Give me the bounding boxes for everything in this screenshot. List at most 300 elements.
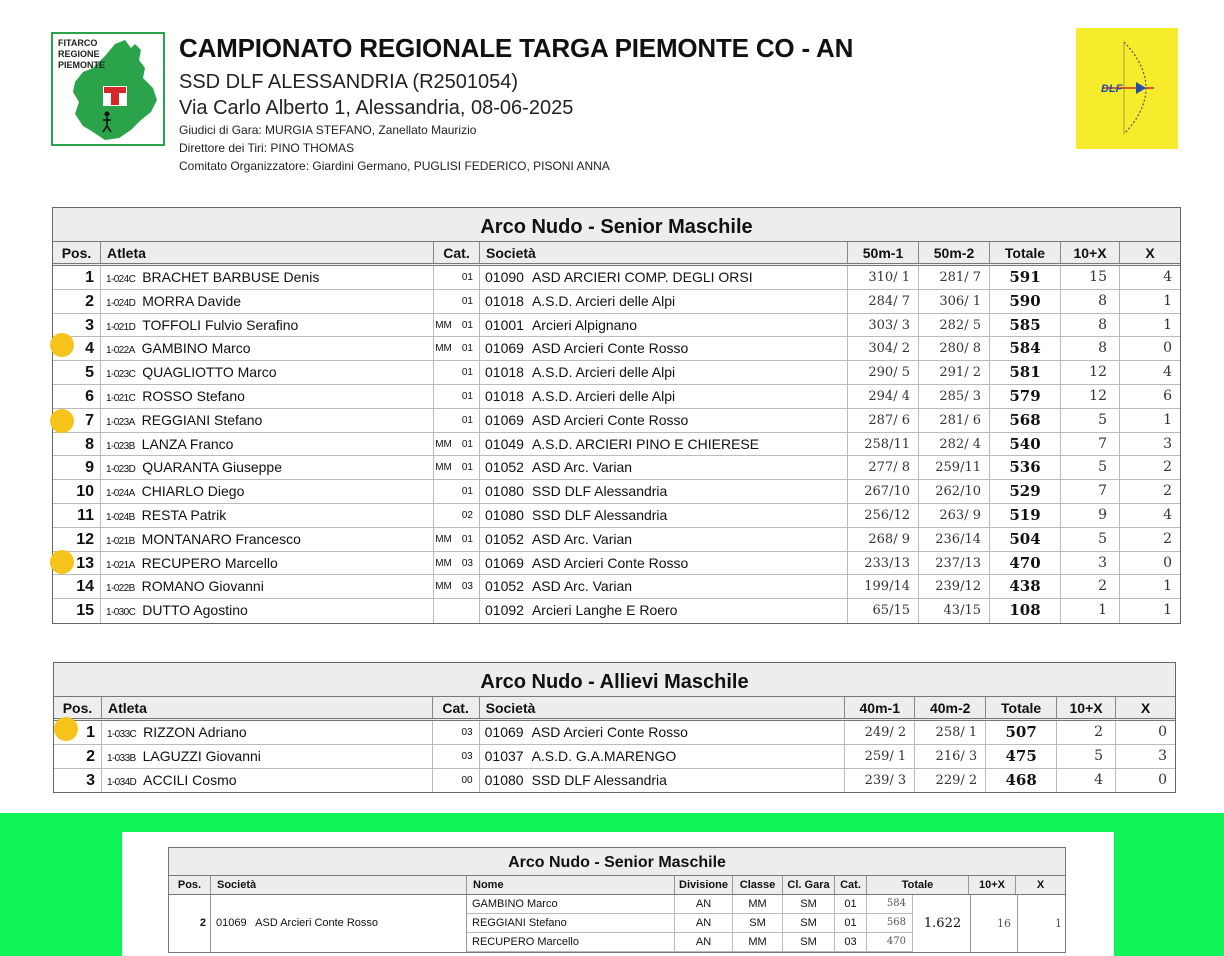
score-total: 468 bbox=[986, 769, 1057, 793]
society-name: Arcieri Alpignano bbox=[531, 316, 637, 333]
score-dist1: 258/11 bbox=[848, 433, 919, 456]
row-cat bbox=[433, 769, 480, 793]
score-dist1: 256/12 bbox=[848, 504, 919, 527]
row-cat bbox=[434, 290, 480, 313]
header-pos: Pos. bbox=[53, 242, 101, 263]
row-society bbox=[480, 290, 848, 313]
society-code: 01052 bbox=[485, 530, 524, 547]
header-x: X bbox=[1145, 245, 1155, 261]
header-society: Società bbox=[480, 697, 846, 718]
row-pos: 2 bbox=[53, 290, 101, 313]
committee: Comitato Organizzatore: Giardini Germano, PUGLISI FEDERICO, PISONI ANNA bbox=[179, 159, 610, 173]
row-athlete bbox=[101, 385, 434, 408]
highlight-dot bbox=[50, 409, 74, 433]
row-athlete bbox=[101, 433, 434, 456]
row-athlete bbox=[101, 504, 434, 527]
score-total: 584 bbox=[990, 337, 1061, 360]
venue-date: Via Carlo Alberto 1, Alessandria, 08-06-2025 bbox=[179, 97, 574, 119]
row-pos: 12 bbox=[53, 528, 101, 551]
score-dist1: 268/ 9 bbox=[848, 528, 919, 551]
table-row bbox=[53, 552, 1180, 576]
athlete-class: MM bbox=[435, 319, 452, 331]
score-x: 2 bbox=[1163, 530, 1172, 547]
table-row bbox=[54, 745, 1175, 769]
row-society bbox=[480, 575, 848, 598]
team-header-cat: Cat. bbox=[835, 876, 867, 894]
row-pos: 4 bbox=[53, 337, 101, 360]
header-pos: Pos. bbox=[54, 697, 102, 718]
score-tens: 3 bbox=[1061, 552, 1120, 575]
score-total: 591 bbox=[990, 266, 1061, 289]
row-cat bbox=[434, 575, 480, 598]
society-name: A.S.D. G.A.MARENGO bbox=[531, 747, 677, 764]
athlete-code: 1-023C bbox=[106, 369, 136, 381]
athlete-code: 1-022B bbox=[106, 583, 135, 595]
table-body bbox=[53, 266, 1180, 623]
team-x: 1 bbox=[1055, 917, 1062, 930]
society-name: ASD ARCIERI COMP. DEGLI ORSI bbox=[531, 269, 753, 285]
athlete-name: QUAGLIOTTO Marco bbox=[142, 364, 277, 381]
athlete-name: RECUPERO Marcello bbox=[141, 554, 278, 571]
team-header-division: Divisione bbox=[675, 876, 733, 894]
judges: Giudici di Gara: MURGIA STEFANO, Zanellato Maurizio bbox=[179, 123, 477, 137]
athlete-name: MORRA Davide bbox=[142, 292, 242, 309]
society-name: SSD DLF Alessandria bbox=[531, 506, 668, 523]
score-total: 519 bbox=[990, 504, 1061, 527]
row-athlete bbox=[101, 314, 434, 337]
athlete-category: 01 bbox=[461, 414, 473, 426]
score-total: 579 bbox=[990, 385, 1061, 408]
athlete-category: 03 bbox=[461, 750, 473, 762]
athlete-class: MM bbox=[435, 533, 452, 545]
score-x: 4 bbox=[1163, 506, 1172, 523]
society-code: 01080 bbox=[484, 771, 524, 788]
athlete-class: MM bbox=[435, 557, 452, 569]
score-x: 3 bbox=[1163, 435, 1172, 452]
team-pos: 2 bbox=[169, 895, 211, 952]
athlete-name: REGGIANI Stefano bbox=[141, 411, 263, 428]
score-dist2: 262/10 bbox=[919, 480, 990, 503]
dlf-bow-icon bbox=[1076, 28, 1178, 149]
athlete-category: 01 bbox=[461, 533, 473, 545]
logo-text: FITARCO REGIONE PIEMONTE bbox=[58, 38, 106, 70]
row-pos: 11 bbox=[53, 504, 101, 527]
fitarco-piemonte-logo bbox=[51, 32, 165, 146]
score-dist2: 291/ 2 bbox=[919, 361, 990, 384]
score-dist1: 259/ 1 bbox=[845, 745, 915, 768]
senior-results-table bbox=[52, 207, 1181, 624]
team-caption: Arco Nudo - Senior Maschile bbox=[169, 848, 1065, 876]
score-total: 536 bbox=[990, 456, 1061, 479]
score-x: 1 bbox=[1163, 411, 1172, 428]
athlete-class: MM bbox=[435, 581, 452, 593]
member-name: REGGIANI Stefano bbox=[467, 914, 675, 932]
header-athlete: Atleta bbox=[102, 697, 433, 718]
society-code: 01069 bbox=[485, 340, 524, 357]
score-x: 6 bbox=[1163, 387, 1172, 404]
score-tens: 5 bbox=[1061, 409, 1120, 432]
athlete-name: RESTA Patrik bbox=[141, 506, 227, 523]
score-tens: 5 bbox=[1057, 745, 1116, 768]
athlete-class: MM bbox=[435, 462, 452, 474]
athlete-class: MM bbox=[435, 438, 452, 450]
table-caption: Arco Nudo - Allievi Maschile bbox=[54, 663, 1175, 697]
score-total: 504 bbox=[990, 528, 1061, 551]
row-athlete bbox=[101, 409, 434, 432]
score-x: 4 bbox=[1163, 269, 1172, 285]
table-row bbox=[53, 337, 1180, 361]
athlete-code: 1-024D bbox=[106, 297, 136, 309]
score-dist2: 281/ 6 bbox=[919, 409, 990, 432]
athlete-name: MONTANARO Francesco bbox=[141, 530, 301, 547]
athlete-code: 1-023A bbox=[106, 416, 135, 428]
score-dist1: 294/ 4 bbox=[848, 385, 919, 408]
table-row bbox=[53, 599, 1180, 623]
society-name: A.S.D. Arcieri delle Alpi bbox=[531, 292, 676, 309]
table-row bbox=[53, 456, 1180, 480]
member-score: 584 bbox=[867, 895, 913, 913]
row-cat bbox=[434, 433, 480, 456]
row-society bbox=[480, 504, 848, 527]
team-header bbox=[169, 876, 1065, 895]
score-x: 1 bbox=[1163, 292, 1172, 309]
athlete-code: 1-034D bbox=[106, 776, 137, 788]
athlete-code: 1-021C bbox=[106, 392, 136, 404]
score-x: 0 bbox=[1163, 554, 1172, 571]
society-code: 01018 bbox=[485, 364, 524, 381]
row-pos: 5 bbox=[53, 361, 101, 384]
row-cat bbox=[434, 361, 480, 384]
athlete-code: 1-033C bbox=[106, 729, 137, 740]
team-header-tens: 10+X bbox=[969, 876, 1016, 894]
score-x: 1 bbox=[1163, 578, 1172, 595]
athlete-code: 1-021A bbox=[106, 559, 135, 571]
score-total: 438 bbox=[990, 575, 1061, 598]
row-pos: 1 bbox=[53, 266, 101, 289]
row-pos: 8 bbox=[53, 433, 101, 456]
athlete-name: QUARANTA Giuseppe bbox=[142, 459, 282, 476]
header-dist2: 40m-2 bbox=[915, 697, 986, 718]
row-society bbox=[480, 266, 848, 289]
row-pos: 6 bbox=[53, 385, 101, 408]
athlete-code: 1-021D bbox=[106, 321, 136, 333]
row-athlete bbox=[101, 337, 434, 360]
row-athlete bbox=[101, 552, 434, 575]
team-header-society: Società bbox=[211, 876, 467, 894]
row-cat bbox=[434, 385, 480, 408]
society-code: 01037 bbox=[484, 747, 524, 764]
team-member-row bbox=[467, 895, 913, 914]
row-cat bbox=[434, 456, 480, 479]
team-society bbox=[211, 895, 467, 952]
member-race-class: SM bbox=[783, 914, 835, 932]
society-name: A.S.D. Arcieri delle Alpi bbox=[531, 364, 676, 381]
athlete-name: LAGUZZI Giovanni bbox=[142, 747, 261, 764]
score-total: 568 bbox=[990, 409, 1061, 432]
row-athlete bbox=[101, 266, 434, 289]
score-dist1: 284/ 7 bbox=[848, 290, 919, 313]
score-tens: 4 bbox=[1057, 769, 1116, 793]
athlete-name: ROMANO Giovanni bbox=[141, 578, 264, 595]
table-body bbox=[54, 721, 1175, 792]
score-tens: 2 bbox=[1057, 721, 1116, 744]
row-athlete bbox=[101, 528, 434, 551]
society-code: 01080 bbox=[485, 483, 524, 500]
row-athlete bbox=[101, 480, 434, 503]
event-header bbox=[179, 32, 1059, 175]
member-class: MM bbox=[733, 933, 783, 951]
row-cat bbox=[434, 480, 480, 503]
member-class: SM bbox=[733, 914, 783, 932]
athlete-name: CHIARLO Diego bbox=[141, 483, 245, 500]
score-dist1: 239/ 3 bbox=[845, 769, 915, 793]
society-name: ASD Arc. Varian bbox=[531, 459, 633, 476]
score-total: 529 bbox=[990, 480, 1061, 503]
row-pos: 3 bbox=[53, 314, 101, 337]
athlete-name: RIZZON Adriano bbox=[143, 724, 247, 740]
header-x: X bbox=[1140, 700, 1151, 716]
row-society bbox=[480, 456, 848, 479]
society-name: SSD DLF Alessandria bbox=[531, 483, 668, 500]
table-row bbox=[53, 385, 1180, 409]
athlete-category: 03 bbox=[461, 727, 473, 738]
score-tens: 7 bbox=[1061, 433, 1120, 456]
athlete-category: 01 bbox=[461, 367, 473, 379]
row-athlete bbox=[101, 456, 434, 479]
table-row bbox=[53, 409, 1180, 433]
row-athlete bbox=[101, 575, 434, 598]
row-athlete bbox=[102, 769, 433, 793]
score-total: 108 bbox=[990, 599, 1061, 623]
row-cat bbox=[434, 337, 480, 360]
header-total: Totale bbox=[986, 697, 1057, 718]
athlete-code: 1-021B bbox=[106, 535, 135, 547]
dlf-logo bbox=[1076, 28, 1178, 149]
allievi-results-table bbox=[53, 662, 1176, 793]
header-cat: Cat. bbox=[433, 697, 480, 718]
athlete-category: 01 bbox=[461, 486, 473, 498]
society-code: 01018 bbox=[485, 387, 524, 404]
row-pos: 15 bbox=[53, 599, 101, 623]
table-row bbox=[53, 314, 1180, 338]
score-dist2: 282/ 5 bbox=[919, 314, 990, 337]
team-society-name: ASD Arcieri Conte Rosso bbox=[255, 917, 379, 929]
row-society bbox=[480, 314, 848, 337]
team-header-total: Totale bbox=[867, 876, 969, 894]
athlete-code: 1-024A bbox=[106, 488, 135, 500]
row-society bbox=[480, 528, 848, 551]
table-row bbox=[53, 480, 1180, 504]
society-code: 01052 bbox=[485, 578, 524, 595]
row-society bbox=[480, 409, 848, 432]
score-total: 590 bbox=[990, 290, 1061, 313]
team-results-table bbox=[168, 847, 1066, 953]
table-row bbox=[54, 721, 1175, 745]
society-name: ASD Arcieri Conte Rosso bbox=[531, 340, 689, 357]
row-pos: 3 bbox=[54, 769, 102, 793]
team-header-class: Classe bbox=[733, 876, 783, 894]
member-race-class: SM bbox=[783, 895, 835, 913]
team-header-x: X bbox=[1036, 879, 1045, 891]
score-dist2: 282/ 4 bbox=[919, 433, 990, 456]
athlete-category: 03 bbox=[461, 581, 473, 593]
athlete-category: 02 bbox=[461, 509, 473, 521]
athlete-name: LANZA Franco bbox=[141, 435, 234, 452]
society-name: ASD Arcieri Conte Rosso bbox=[531, 554, 689, 571]
society-name: A.S.D. Arcieri delle Alpi bbox=[531, 387, 676, 404]
member-cat: 01 bbox=[835, 914, 867, 932]
athlete-category: 01 bbox=[461, 319, 473, 331]
score-dist2: 237/13 bbox=[919, 552, 990, 575]
score-tens: 2 bbox=[1061, 575, 1120, 598]
score-dist1: 287/ 6 bbox=[848, 409, 919, 432]
table-caption: Arco Nudo - Senior Maschile bbox=[53, 208, 1180, 242]
score-tens: 7 bbox=[1061, 480, 1120, 503]
athlete-name: TOFFOLI Fulvio Serafino bbox=[142, 316, 299, 333]
row-cat bbox=[434, 314, 480, 337]
header-total: Totale bbox=[990, 242, 1061, 263]
athlete-name: DUTTO Agostino bbox=[142, 602, 248, 619]
athlete-category: 01 bbox=[461, 272, 473, 283]
society-code: 01092 bbox=[485, 602, 524, 619]
score-dist1: 303/ 3 bbox=[848, 314, 919, 337]
athlete-category: 01 bbox=[461, 390, 473, 402]
score-dist1: 233/13 bbox=[848, 552, 919, 575]
member-score: 568 bbox=[867, 914, 913, 932]
table-row bbox=[53, 528, 1180, 552]
score-total: 581 bbox=[990, 361, 1061, 384]
row-athlete bbox=[101, 290, 434, 313]
society-code: 01052 bbox=[485, 459, 524, 476]
score-dist1: 304/ 2 bbox=[848, 337, 919, 360]
society-code: 01001 bbox=[485, 316, 524, 333]
row-cat bbox=[433, 721, 480, 744]
score-tens: 8 bbox=[1061, 290, 1120, 313]
athlete-category: 01 bbox=[461, 343, 473, 355]
row-pos: 1 bbox=[54, 721, 102, 744]
header-athlete: Atleta bbox=[101, 242, 434, 263]
score-dist2: 280/ 8 bbox=[919, 337, 990, 360]
score-dist1: 267/10 bbox=[848, 480, 919, 503]
athlete-category: 01 bbox=[461, 438, 473, 450]
score-tens: 5 bbox=[1061, 456, 1120, 479]
score-tens: 9 bbox=[1061, 504, 1120, 527]
society-code: 01080 bbox=[485, 506, 524, 523]
header-tens: 10+X bbox=[1061, 242, 1120, 263]
team-body bbox=[169, 895, 1065, 952]
score-dist2: 216/ 3 bbox=[915, 745, 986, 768]
score-dist2: 229/ 2 bbox=[915, 769, 986, 793]
society-code: 01069 bbox=[485, 554, 524, 571]
athlete-category: 03 bbox=[461, 557, 473, 569]
score-x: 1 bbox=[1163, 602, 1172, 619]
athlete-code: 1-033B bbox=[106, 752, 136, 764]
score-tens: 8 bbox=[1061, 314, 1120, 337]
member-cat: 03 bbox=[835, 933, 867, 951]
society-code: 01069 bbox=[484, 724, 524, 740]
row-athlete bbox=[101, 599, 434, 623]
row-society bbox=[480, 480, 848, 503]
athlete-code: 1-023B bbox=[106, 440, 135, 452]
table-header bbox=[53, 242, 1180, 266]
header-society: Società bbox=[480, 242, 848, 263]
society-name: SSD DLF Alessandria bbox=[531, 771, 667, 788]
table-row bbox=[53, 433, 1180, 457]
score-total: 507 bbox=[986, 721, 1057, 744]
athlete-category: 01 bbox=[461, 462, 473, 474]
score-x: 0 bbox=[1158, 771, 1167, 788]
row-society bbox=[480, 745, 846, 768]
score-tens: 8 bbox=[1061, 337, 1120, 360]
row-athlete bbox=[102, 745, 433, 768]
highlight-dot bbox=[50, 333, 74, 357]
row-cat bbox=[434, 409, 480, 432]
society-name: ASD Arcieri Conte Rosso bbox=[531, 411, 689, 428]
member-division: AN bbox=[675, 895, 733, 913]
society-name: ASD Arc. Varian bbox=[531, 530, 633, 547]
row-cat bbox=[434, 528, 480, 551]
row-cat bbox=[434, 599, 480, 623]
score-dist2: 306/ 1 bbox=[919, 290, 990, 313]
member-division: AN bbox=[675, 933, 733, 951]
header-cat: Cat. bbox=[434, 242, 480, 263]
row-pos: 13 bbox=[53, 552, 101, 575]
row-society bbox=[480, 385, 848, 408]
score-dist2: 236/14 bbox=[919, 528, 990, 551]
header-dist1: 40m-1 bbox=[845, 697, 915, 718]
row-society bbox=[480, 599, 848, 623]
row-society bbox=[480, 552, 848, 575]
score-x: 1 bbox=[1163, 316, 1172, 333]
score-total: 540 bbox=[990, 433, 1061, 456]
score-x: 0 bbox=[1163, 340, 1172, 357]
table-row bbox=[54, 769, 1175, 793]
score-dist1: 199/14 bbox=[848, 575, 919, 598]
member-cat: 01 bbox=[835, 895, 867, 913]
score-total: 585 bbox=[990, 314, 1061, 337]
row-pos: 14 bbox=[53, 575, 101, 598]
society-code: 01090 bbox=[485, 269, 524, 285]
highlight-dot bbox=[54, 717, 78, 741]
score-dist2: 43/15 bbox=[919, 599, 990, 623]
score-tens: 12 bbox=[1061, 385, 1120, 408]
table-row bbox=[53, 575, 1180, 599]
athlete-code: 1-023D bbox=[106, 464, 136, 476]
organizer: SSD DLF ALESSANDRIA (R2501054) bbox=[179, 71, 519, 93]
score-dist2: 258/ 1 bbox=[915, 721, 986, 744]
score-dist1: 65/15 bbox=[848, 599, 919, 623]
athlete-name: GAMBINO Marco bbox=[141, 340, 251, 357]
row-athlete bbox=[101, 361, 434, 384]
athlete-name: ACCILI Cosmo bbox=[143, 771, 237, 788]
athlete-name: BRACHET BARBUSE Denis bbox=[142, 269, 320, 285]
row-pos: 7 bbox=[53, 409, 101, 432]
team-total: 1.622 bbox=[915, 895, 971, 952]
row-society bbox=[480, 769, 846, 793]
team-header-pos: Pos. bbox=[169, 876, 211, 894]
row-cat bbox=[434, 266, 480, 289]
score-dist2: 259/11 bbox=[919, 456, 990, 479]
society-name: ASD Arcieri Conte Rosso bbox=[531, 724, 688, 740]
society-name: A.S.D. ARCIERI PINO E CHIERESE bbox=[531, 435, 760, 452]
score-x: 2 bbox=[1163, 459, 1172, 476]
score-dist1: 277/ 8 bbox=[848, 456, 919, 479]
team-member-row bbox=[467, 933, 913, 952]
member-class: MM bbox=[733, 895, 783, 913]
table-row bbox=[53, 504, 1180, 528]
header-dist1: 50m-1 bbox=[848, 242, 919, 263]
score-x: 4 bbox=[1163, 364, 1172, 381]
